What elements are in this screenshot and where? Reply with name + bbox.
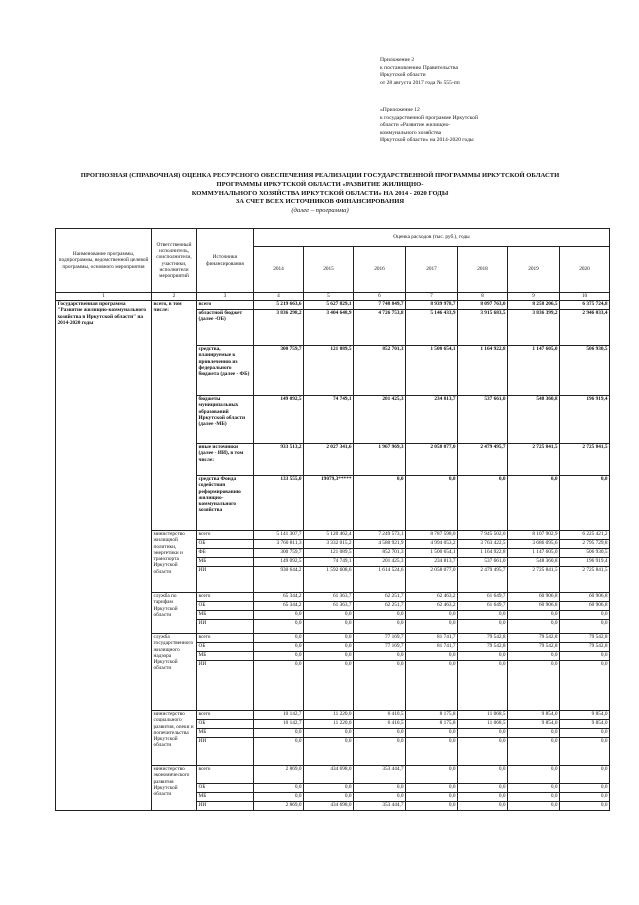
value-cell: 548 360,8: [508, 558, 560, 567]
value-cell: 3 760 811,3: [254, 540, 304, 549]
value-cell: 0,0: [354, 661, 406, 711]
value-cell: 234 813,7: [406, 396, 458, 444]
year-header: 2016: [354, 247, 406, 293]
value-cell: 0,0: [458, 476, 508, 531]
value-cell: 2 869,0: [254, 766, 304, 784]
value-cell: 79 542,8: [560, 634, 610, 643]
value-cell: 196 919,4: [560, 558, 610, 567]
value-cell: 0,0: [254, 611, 304, 620]
value-cell: 0,0: [406, 738, 458, 766]
value-cell: 0,0: [560, 738, 610, 766]
value-cell: 0,0: [304, 634, 354, 643]
value-cell: 65 344,2: [254, 602, 304, 611]
executor-cell: служба государственного жилищного надзора Иркутской области: [152, 634, 197, 711]
value-cell: 0,0: [354, 729, 406, 738]
source-cell: МБ: [197, 611, 254, 620]
value-cell: 0,0: [304, 729, 354, 738]
value-cell: 10 142,7: [254, 720, 304, 729]
value-cell: 506 930,5: [560, 549, 610, 558]
value-cell: 0,0: [254, 634, 304, 643]
col-executor-header: Ответственный исполнитель, соисполнители, участники, исполнители мероприятий: [152, 229, 197, 293]
column-number: 3: [197, 293, 254, 301]
value-cell: 0,0: [508, 476, 560, 531]
title-line: КОММУНАЛЬНОГО ХОЗЯЙСТВА ИРКУТСКОЙ ОБЛАСТИ» НА 2014 - 2020 ГОДЫ: [191, 189, 449, 197]
value-cell: 0,0: [458, 738, 508, 766]
value-cell: 81 741,7: [406, 643, 458, 652]
value-cell: 0,0: [406, 793, 458, 802]
value-cell: 933 513,2: [254, 444, 304, 476]
value-cell: 6 375 724,8: [560, 301, 610, 310]
program-annex-line: «Приложение 12: [380, 107, 420, 113]
value-cell: 74 749,1: [304, 558, 354, 567]
value-cell: 3 763 422,5: [458, 540, 508, 549]
source-cell: ОБ: [197, 720, 254, 729]
value-cell: 1 614 524,6: [354, 567, 406, 593]
value-cell: 1 164 922,8: [458, 346, 508, 396]
value-cell: 62 251,7: [354, 593, 406, 602]
value-cell: 0,0: [304, 661, 354, 711]
value-cell: 930 644,2: [254, 567, 304, 593]
value-cell: 0,0: [354, 611, 406, 620]
value-cell: 0,0: [354, 793, 406, 802]
value-cell: 3 836 298,2: [254, 310, 304, 346]
table-head: [56, 229, 610, 301]
program-annex-line: коммунального хозяйства: [380, 129, 442, 136]
value-cell: 1 592 608,6: [304, 567, 354, 593]
value-cell: 61 363,7: [304, 593, 354, 602]
value-cell: 62 251,7: [354, 602, 406, 611]
source-cell: областной бюджет (далее -ОБ): [197, 310, 254, 346]
value-cell: 0,0: [560, 793, 610, 802]
value-cell: 7 249 573,1: [354, 531, 406, 540]
value-cell: 2 058 077,0: [406, 567, 458, 593]
value-cell: 0,0: [560, 611, 610, 620]
value-cell: 79 542,8: [458, 643, 508, 652]
value-cell: 0,0: [458, 620, 508, 634]
value-cell: 0,0: [508, 652, 560, 661]
value-cell: 3 332 015,2: [304, 540, 354, 549]
value-cell: 201 425,3: [354, 396, 406, 444]
value-cell: 2 058 077,0: [406, 444, 458, 476]
column-number: 9: [508, 293, 560, 301]
source-cell: всего: [197, 766, 254, 784]
col-source-header: Источники финансирования: [197, 229, 254, 293]
value-cell: 149 092,5: [254, 558, 304, 567]
year-header: 2020: [560, 247, 610, 293]
source-cell: всего: [197, 711, 254, 720]
value-cell: 0,0: [458, 661, 508, 711]
value-cell: 0,0: [254, 793, 304, 802]
value-cell: 0,0: [458, 766, 508, 784]
value-cell: 0,0: [254, 643, 304, 652]
value-cell: 3 686 095,6: [508, 540, 560, 549]
source-cell: средства, планируемые к привлечению из федерального бюджета (далее - ФБ): [197, 346, 254, 396]
source-cell: бюджеты муниципальных образований Иркутской области (далее -МБ): [197, 396, 254, 444]
value-cell: 8 097 763,0: [458, 301, 508, 310]
value-cell: 62 463,2: [406, 593, 458, 602]
value-cell: 60 906,8: [508, 593, 560, 602]
value-cell: 11 220,0: [304, 711, 354, 720]
value-cell: 1 500 654,1: [406, 346, 458, 396]
value-cell: 0,0: [304, 784, 354, 793]
source-cell: ИИ: [197, 661, 254, 711]
value-cell: 0,0: [458, 802, 508, 811]
value-cell: 434 698,0: [304, 802, 354, 811]
value-cell: 0,0: [508, 729, 560, 738]
source-cell: МБ: [197, 652, 254, 661]
column-number: 5: [304, 293, 354, 301]
table-body: [56, 301, 610, 811]
value-cell: 2 479 495,7: [458, 444, 508, 476]
value-cell: 62 463,2: [406, 602, 458, 611]
value-cell: 0,0: [508, 784, 560, 793]
value-cell: 506 930,5: [560, 346, 610, 396]
value-cell: 5 141 307,7: [254, 531, 304, 540]
value-cell: 5 219 663,6: [254, 301, 304, 310]
value-cell: 1 147 605,0: [508, 549, 560, 558]
value-cell: 6 410,5: [354, 720, 406, 729]
annex-header: [380, 57, 460, 87]
value-cell: 8 787 598,0: [406, 531, 458, 540]
source-cell: ИИ: [197, 738, 254, 766]
value-cell: 8 258 206,5: [508, 301, 560, 310]
value-cell: 0,0: [304, 738, 354, 766]
value-cell: 1 967 969,3: [354, 444, 406, 476]
title-line: ЗА СЧЕТ ВСЕХ ИСТОЧНИКОВ ФИНАНСИРОВАНИЯ: [235, 198, 405, 206]
value-cell: 4 994 053,2: [406, 540, 458, 549]
value-cell: 60 906,8: [508, 602, 560, 611]
value-cell: 8 939 978,7: [406, 301, 458, 310]
year-header: 2017: [406, 247, 458, 293]
source-cell: иные источники (далее - ИИ), в том числе:: [197, 444, 254, 476]
value-cell: 2 869,0: [254, 802, 304, 811]
value-cell: 10 142,7: [254, 711, 304, 720]
value-cell: 3 915 683,5: [458, 310, 508, 346]
annex-header-line: от 28 августа 2017 года № 555-пп: [380, 79, 460, 86]
col-program-header: Наименование программы, подпрограммы, ведомственной целевой программы, основного мероприятия: [56, 229, 152, 293]
resource-table: [55, 228, 610, 811]
value-cell: 0,0: [560, 476, 610, 531]
annex-header-line: Приложение 2: [380, 57, 415, 63]
value-cell: 548 360,8: [508, 396, 560, 444]
executor-cell: министерство жилищной политики, энергетики и транспорта Иркутской области: [152, 531, 197, 593]
value-cell: 0,0: [560, 784, 610, 793]
value-cell: 9 854,0: [508, 711, 560, 720]
value-cell: 0,0: [304, 620, 354, 634]
column-number: 6: [354, 293, 406, 301]
value-cell: 0,0: [354, 476, 406, 531]
value-cell: 0,0: [254, 620, 304, 634]
value-cell: 0,0: [560, 620, 610, 634]
value-cell: 2 725 841,5: [560, 444, 610, 476]
value-cell: 81 741,7: [406, 634, 458, 643]
year-header: 2018: [458, 247, 508, 293]
value-cell: 0,0: [304, 611, 354, 620]
value-cell: 1 500 654,1: [406, 549, 458, 558]
value-cell: 79 542,8: [560, 643, 610, 652]
value-cell: 19079,3*****: [304, 476, 354, 531]
value-cell: 353 444,7: [354, 766, 406, 784]
value-cell: 8 175,8: [406, 711, 458, 720]
source-cell: ОБ: [197, 643, 254, 652]
value-cell: 77 169,7: [354, 643, 406, 652]
value-cell: 0,0: [458, 652, 508, 661]
value-cell: 3 404 648,9: [304, 310, 354, 346]
value-cell: 2 725 841,5: [508, 444, 560, 476]
column-number: 7: [406, 293, 458, 301]
source-cell: всего: [197, 301, 254, 310]
value-cell: 353 444,7: [354, 802, 406, 811]
value-cell: 0,0: [508, 661, 560, 711]
title-line: ПРОГНОЗНАЯ (СПРАВОЧНАЯ) ОЦЕНКА РЕСУРСНОГО ОБЕСПЕЧЕНИЯ РЕАЛИЗАЦИИ ГОСУДАРСТВЕННОЙ ПРОГРАММЫ ИРКУТСКОЙ ОБЛАСТИ: [80, 172, 560, 179]
column-number: 2: [152, 293, 197, 301]
value-cell: 2 795 729,8: [560, 540, 610, 549]
value-cell: 2 946 033,4: [560, 310, 610, 346]
value-cell: 74 749,1: [304, 396, 354, 444]
source-cell: всего: [197, 531, 254, 540]
value-cell: 0,0: [508, 802, 560, 811]
value-cell: 0,0: [354, 652, 406, 661]
value-cell: 2 027 341,6: [304, 444, 354, 476]
value-cell: 60 906,8: [560, 602, 610, 611]
column-number: 4: [254, 293, 304, 301]
value-cell: 0,0: [254, 729, 304, 738]
program-annex-line: к государственной программе Иркутской: [380, 114, 478, 121]
value-cell: 0,0: [458, 611, 508, 620]
value-cell: 61 649,7: [458, 593, 508, 602]
value-cell: 0,0: [406, 476, 458, 531]
value-cell: 0,0: [254, 784, 304, 793]
value-cell: 9 854,0: [560, 720, 610, 729]
value-cell: 0,0: [406, 729, 458, 738]
source-cell: МБ: [197, 793, 254, 802]
source-cell: ОБ: [197, 602, 254, 611]
value-cell: 79 542,8: [508, 634, 560, 643]
value-cell: 2 479 495,7: [458, 567, 508, 593]
value-cell: 8 175,8: [406, 720, 458, 729]
value-cell: 0,0: [560, 802, 610, 811]
value-cell: 0,0: [508, 738, 560, 766]
value-cell: 5 146 433,9: [406, 310, 458, 346]
value-cell: 537 661,0: [458, 396, 508, 444]
program-annex-line: Иркутской области» на 2014-2020 годы: [380, 137, 474, 144]
value-cell: 5 627 829,1: [304, 301, 354, 310]
column-number: 1: [56, 293, 152, 301]
value-cell: 61 363,7: [304, 602, 354, 611]
source-cell: ОБ: [197, 540, 254, 549]
value-cell: 0,0: [560, 766, 610, 784]
source-cell: ИИ: [197, 567, 254, 593]
value-cell: 1 147 605,0: [508, 346, 560, 396]
value-cell: 65 344,2: [254, 593, 304, 602]
value-cell: 852 701,3: [354, 549, 406, 558]
title-line: ПРОГРАММЫ ИРКУТСКОЙ ОБЛАСТИ «РАЗВИТИЕ ЖИЛИЩНО-: [216, 180, 424, 188]
value-cell: 0,0: [354, 738, 406, 766]
annex-header-line: Иркутской области: [380, 72, 426, 79]
value-cell: 7 748 849,7: [354, 301, 406, 310]
value-cell: 9 854,0: [508, 720, 560, 729]
year-header: 2015: [304, 247, 354, 293]
document-title: [40, 172, 600, 216]
source-cell: ОБ: [197, 784, 254, 793]
value-cell: 0,0: [508, 611, 560, 620]
value-cell: 196 919,4: [560, 396, 610, 444]
value-cell: 0,0: [406, 784, 458, 793]
value-cell: 121 089,5: [304, 549, 354, 558]
value-cell: 149 092,5: [254, 396, 304, 444]
value-cell: 11 068,5: [458, 711, 508, 720]
executor-cell: министерство экономического развития Иркутской области: [152, 766, 197, 811]
value-cell: 0,0: [304, 793, 354, 802]
value-cell: 0,0: [254, 652, 304, 661]
value-cell: 0,0: [406, 620, 458, 634]
value-cell: 60 906,8: [560, 593, 610, 602]
executor-cell: министерство социального развития, опеки и попечительства Иркутской области: [152, 711, 197, 766]
value-cell: 0,0: [458, 729, 508, 738]
program-executor-cell: всего, в том числе:: [152, 301, 197, 531]
source-cell: ИИ: [197, 802, 254, 811]
value-cell: 0,0: [406, 611, 458, 620]
value-cell: 0,0: [508, 766, 560, 784]
value-cell: 11 068,5: [458, 720, 508, 729]
value-cell: 2 725 841,5: [560, 567, 610, 593]
source-cell: ИИ: [197, 620, 254, 634]
year-header: 2019: [508, 247, 560, 293]
source-cell: средства Фонда содействия реформированию жилищно-коммунального хозяйства: [197, 476, 254, 531]
annex-header-line: к постановлению Правительства: [380, 64, 458, 71]
value-cell: 1 164 922,8: [458, 549, 508, 558]
value-cell: 0,0: [560, 661, 610, 711]
value-cell: 0,0: [254, 661, 304, 711]
value-cell: 11 220,0: [304, 720, 354, 729]
value-cell: 6 410,5: [354, 711, 406, 720]
value-cell: 121 089,5: [304, 346, 354, 396]
value-cell: 201 425,3: [354, 558, 406, 567]
value-cell: 0,0: [304, 652, 354, 661]
title-subtitle: (далее – программа): [291, 207, 349, 215]
column-number: 10: [560, 293, 610, 301]
source-cell: МБ: [197, 729, 254, 738]
cost-header: Оценка расходов (тыс. руб.), годы: [254, 229, 610, 247]
source-cell: всего: [197, 634, 254, 643]
executor-cell: служба по тарифам Иркутской области: [152, 593, 197, 634]
value-cell: 300 759,7: [254, 549, 304, 558]
source-cell: МБ: [197, 558, 254, 567]
value-cell: 0,0: [406, 766, 458, 784]
value-cell: 2 725 841,5: [508, 567, 560, 593]
value-cell: 0,0: [354, 620, 406, 634]
value-cell: 0,0: [254, 738, 304, 766]
value-cell: 5 120 462,4: [304, 531, 354, 540]
program-name-cell: Государственная программа "Развитие жилищно-коммунального хозяйства в Иркутской области" на 2014-2020 годы: [56, 301, 152, 811]
value-cell: 300 759,7: [254, 346, 304, 396]
value-cell: 0,0: [458, 784, 508, 793]
value-cell: 7 945 502,0: [458, 531, 508, 540]
value-cell: 0,0: [406, 802, 458, 811]
column-number-row: [56, 293, 610, 301]
value-cell: 0,0: [354, 784, 406, 793]
value-cell: 8 107 902,9: [508, 531, 560, 540]
value-cell: 133 555,0: [254, 476, 304, 531]
value-cell: 9 854,0: [560, 711, 610, 720]
value-cell: 4 726 753,8: [354, 310, 406, 346]
value-cell: 852 701,3: [354, 346, 406, 396]
year-header: 2014: [254, 247, 304, 293]
value-cell: 537 661,0: [458, 558, 508, 567]
source-cell: ФБ: [197, 549, 254, 558]
value-cell: 0,0: [560, 652, 610, 661]
program-annex-header: [380, 107, 478, 145]
value-cell: 0,0: [406, 661, 458, 711]
value-cell: 77 169,7: [354, 634, 406, 643]
program-annex-line: области «Развитие жилищно-: [380, 122, 451, 129]
value-cell: 0,0: [406, 652, 458, 661]
column-number: 8: [458, 293, 508, 301]
value-cell: 0,0: [508, 620, 560, 634]
value-cell: 434 698,0: [304, 766, 354, 784]
value-cell: 61 649,7: [458, 602, 508, 611]
value-cell: 0,0: [458, 793, 508, 802]
source-cell: всего: [197, 593, 254, 602]
value-cell: 79 542,8: [508, 643, 560, 652]
value-cell: 6 225 421,2: [560, 531, 610, 540]
value-cell: 0,0: [304, 643, 354, 652]
value-cell: 3 836 399,2: [508, 310, 560, 346]
value-cell: 79 542,8: [458, 634, 508, 643]
table-row: [56, 301, 610, 310]
value-cell: 4 580 921,9: [354, 540, 406, 549]
value-cell: 0,0: [508, 793, 560, 802]
value-cell: 234 813,7: [406, 558, 458, 567]
value-cell: 0,0: [560, 729, 610, 738]
